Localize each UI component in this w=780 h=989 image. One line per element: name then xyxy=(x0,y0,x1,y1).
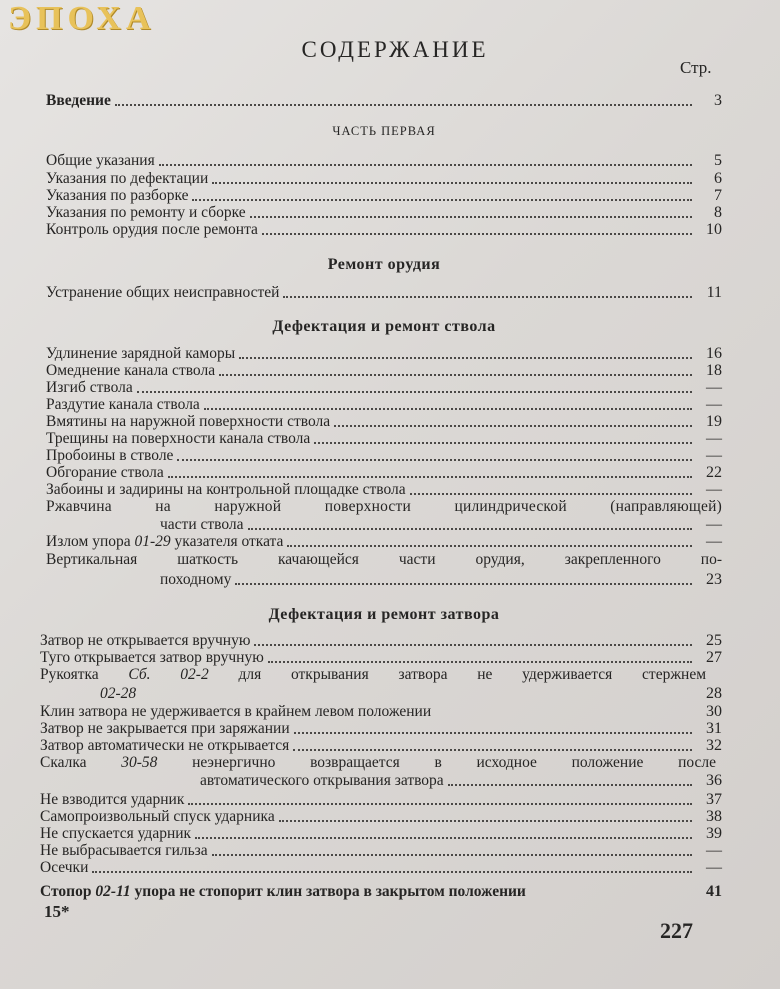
section-heading: Ремонт орудия xyxy=(327,256,441,273)
dot-leader xyxy=(195,836,692,839)
toc-entry-page: 19 xyxy=(706,413,722,430)
toc-entry xyxy=(46,430,722,448)
toc-entry xyxy=(40,825,722,843)
toc-entry xyxy=(40,791,722,809)
part-heading: ЧАСТЬ ПЕРВАЯ xyxy=(332,124,436,138)
toc-entry xyxy=(40,842,722,860)
toc-entry xyxy=(46,170,722,188)
toc-entry-page: 37 xyxy=(706,791,722,808)
text-part: для открывания затвора не удерживается стержнем xyxy=(208,666,707,683)
text-part: указателя отката xyxy=(170,533,284,550)
toc-entry-page: 41 xyxy=(706,883,722,900)
toc-entry-text: Осечки xyxy=(40,859,89,876)
toc-entry-page: — xyxy=(706,516,722,533)
section-heading: Дефектация и ремонт ствола xyxy=(272,318,496,335)
toc-entry-text: Не спускается ударник xyxy=(40,825,192,842)
toc-entry-skalka xyxy=(200,772,722,790)
toc-entry xyxy=(40,720,722,738)
part-code: 01-29 xyxy=(134,533,171,550)
toc-entry-page: 38 xyxy=(706,808,722,825)
dot-leader xyxy=(314,441,692,444)
toc-entry xyxy=(46,284,722,302)
toc-entry-page: 28 xyxy=(706,685,722,702)
dot-leader xyxy=(140,696,692,699)
toc-entry-text xyxy=(40,883,526,901)
toc-entry-page: 16 xyxy=(706,345,722,362)
toc-entry-page: 10 xyxy=(706,221,722,238)
text-part: Рукоятка xyxy=(40,666,129,683)
toc-entry-page: 31 xyxy=(706,720,722,737)
toc-entry-page: 5 xyxy=(714,152,722,169)
toc-entry xyxy=(40,737,722,755)
dot-leader xyxy=(212,853,692,856)
dot-leader xyxy=(177,458,692,461)
toc-entry-text: Самопроизвольный спуск ударника xyxy=(40,808,275,825)
toc-entry-vert-line1: Вертикальная шаткость качающейся части орудия, закрепленного по- xyxy=(46,551,722,568)
toc-entry-page: 8 xyxy=(714,204,722,221)
toc-entry-page: 27 xyxy=(706,649,722,666)
dot-leader xyxy=(159,163,692,166)
toc-entry-text: Затвор не открывается вручную xyxy=(40,632,251,649)
toc-entry-text: Раздутие канала ствола xyxy=(46,396,200,413)
toc-entry xyxy=(40,703,722,721)
toc-entry-text: Указания по дефектации xyxy=(46,170,209,187)
toc-entry-page: — xyxy=(706,859,722,876)
dot-leader xyxy=(435,714,692,717)
dot-leader xyxy=(283,295,692,298)
toc-entry xyxy=(46,187,722,205)
toc-entry-skalka-line1 xyxy=(40,754,716,772)
part-code: Сб. 02-2 xyxy=(128,666,209,683)
toc-entry-text: Указания по ремонту и сборке xyxy=(46,204,246,221)
dot-leader xyxy=(188,802,692,805)
dot-leader xyxy=(279,819,692,822)
toc-entry-text: Указания по разборке xyxy=(46,187,189,204)
text-part: Излом упора xyxy=(46,533,135,550)
dot-leader xyxy=(287,544,692,547)
toc-entry-izlom xyxy=(46,533,722,551)
dot-leader xyxy=(530,894,692,897)
watermark-logo: ЭПОХА xyxy=(8,0,156,37)
toc-entry xyxy=(46,447,722,465)
toc-entry xyxy=(46,221,722,239)
page-number: 227 xyxy=(660,918,693,943)
signature-mark: 15* xyxy=(44,902,70,921)
toc-entry-rust xyxy=(160,516,722,534)
text-part: упора не стопорит клин затвора в закрытом положении xyxy=(130,883,526,900)
page-column-label: Стр. xyxy=(680,58,712,77)
toc-entry-text: Трещины на поверхности канала ствола xyxy=(46,430,311,447)
toc-entry-page: — xyxy=(706,842,722,859)
text-part: Скалка xyxy=(40,754,122,771)
dot-leader xyxy=(293,748,692,751)
toc-entry-text: части ствола xyxy=(160,516,244,533)
toc-entry-page: 11 xyxy=(706,284,722,301)
toc-entry-page: — xyxy=(706,396,722,413)
part-code: 30-58 xyxy=(121,754,158,771)
toc-entry-page: — xyxy=(706,481,722,498)
dot-leader xyxy=(262,232,692,235)
toc-entry-handle xyxy=(100,685,722,703)
toc-entry-page: 18 xyxy=(706,362,722,379)
page-title: СОДЕРЖАНИЕ xyxy=(301,37,489,62)
dot-leader xyxy=(219,373,692,376)
dot-leader xyxy=(410,492,692,495)
toc-entry-text: Изгиб ствола xyxy=(46,379,133,396)
dot-leader xyxy=(204,407,692,410)
toc-entry-page: 36 xyxy=(706,772,722,789)
dot-leader xyxy=(137,390,692,393)
toc-entry xyxy=(46,481,722,499)
toc-entry-intro xyxy=(46,92,722,110)
toc-entry-page: 3 xyxy=(714,92,722,109)
text-part: неэнергично возвращается в исходное положение после xyxy=(157,754,717,771)
toc-entry xyxy=(40,808,722,826)
text-part: Стопор xyxy=(40,883,96,900)
toc-entry-page: — xyxy=(706,430,722,447)
toc-entry-text: Введение xyxy=(46,92,111,109)
dot-leader xyxy=(168,475,692,478)
dot-leader xyxy=(192,198,692,201)
toc-entry-text: Затвор автоматически не открывается xyxy=(40,737,290,754)
toc-entry xyxy=(46,204,722,222)
toc-entry-page: 25 xyxy=(706,632,722,649)
toc-entry-page: 39 xyxy=(706,825,722,842)
toc-entry-text: Удлинение зарядной каморы xyxy=(46,345,236,362)
toc-entry xyxy=(46,396,722,414)
toc-entry-page: — xyxy=(706,533,722,550)
toc-entry-page: — xyxy=(706,379,722,396)
dot-leader xyxy=(212,181,692,184)
toc-entry-page: 22 xyxy=(706,464,722,481)
section-heading: Дефектация и ремонт затвора xyxy=(268,606,500,623)
toc-entry-page: 32 xyxy=(706,737,722,754)
toc-entry-text: Обгорание ствола xyxy=(46,464,164,481)
toc-entry xyxy=(46,379,722,397)
toc-entry-page: 7 xyxy=(714,187,722,204)
toc-entry-text: Пробоины в стволе xyxy=(46,447,174,464)
toc-entry-text: Туго открывается затвор вручную xyxy=(40,649,264,666)
dot-leader xyxy=(92,870,692,873)
toc-entry xyxy=(40,859,722,877)
dot-leader xyxy=(248,527,692,530)
dot-leader xyxy=(235,582,692,585)
toc-entry-handle-line1 xyxy=(40,666,706,684)
toc-entry xyxy=(46,345,722,363)
toc-entry-text: Вмятины на наружной поверхности ствола xyxy=(46,413,331,430)
toc-entry xyxy=(46,413,722,431)
part-code: 02-28 xyxy=(100,685,137,702)
toc-entry xyxy=(40,649,722,667)
dot-leader xyxy=(239,356,692,359)
dot-leader xyxy=(448,783,692,786)
dot-leader xyxy=(254,643,692,646)
toc-entry-text: Контроль орудия после ремонта xyxy=(46,221,258,238)
toc-entry-page: 30 xyxy=(706,703,722,720)
toc-entry xyxy=(46,362,722,380)
toc-entry-text: Омеднение канала ствола xyxy=(46,362,216,379)
toc-entry-text: Устранение общих неисправностей xyxy=(46,284,280,301)
toc-entry-text: Общие указания xyxy=(46,152,155,169)
dot-leader xyxy=(268,660,692,663)
dot-leader xyxy=(334,424,692,427)
toc-entry-text: Затвор не закрывается при заряжании xyxy=(40,720,290,737)
dot-leader xyxy=(115,103,692,106)
toc-entry-text: Забоины и задирины на контрольной площадке ствола xyxy=(46,481,406,498)
toc-entry xyxy=(40,632,722,650)
toc-entry-page: — xyxy=(706,447,722,464)
toc-entry-rust-line1: Ржавчина на наружной поверхности цилиндрической (направляющей) xyxy=(46,498,722,515)
toc-entry-page: 23 xyxy=(706,571,722,588)
toc-entry-text: Клин затвора не удерживается в крайнем левом положении xyxy=(40,703,432,720)
dot-leader xyxy=(294,731,692,734)
toc-entry-text: походному xyxy=(160,571,232,588)
toc-entry-text: автоматического открывания затвора xyxy=(200,772,444,789)
toc-entry xyxy=(46,464,722,482)
toc-entry-vert xyxy=(160,571,722,589)
dot-leader xyxy=(250,215,692,218)
toc-entry-stopor xyxy=(40,883,722,901)
toc-entry-page: 6 xyxy=(714,170,722,187)
toc-entry-text: Не выбрасывается гильза xyxy=(40,842,208,859)
toc-entry-text: Не взводится ударник xyxy=(40,791,185,808)
toc-entry xyxy=(46,152,722,170)
toc-entry-text xyxy=(46,533,283,551)
part-code: 02-11 xyxy=(95,883,131,900)
